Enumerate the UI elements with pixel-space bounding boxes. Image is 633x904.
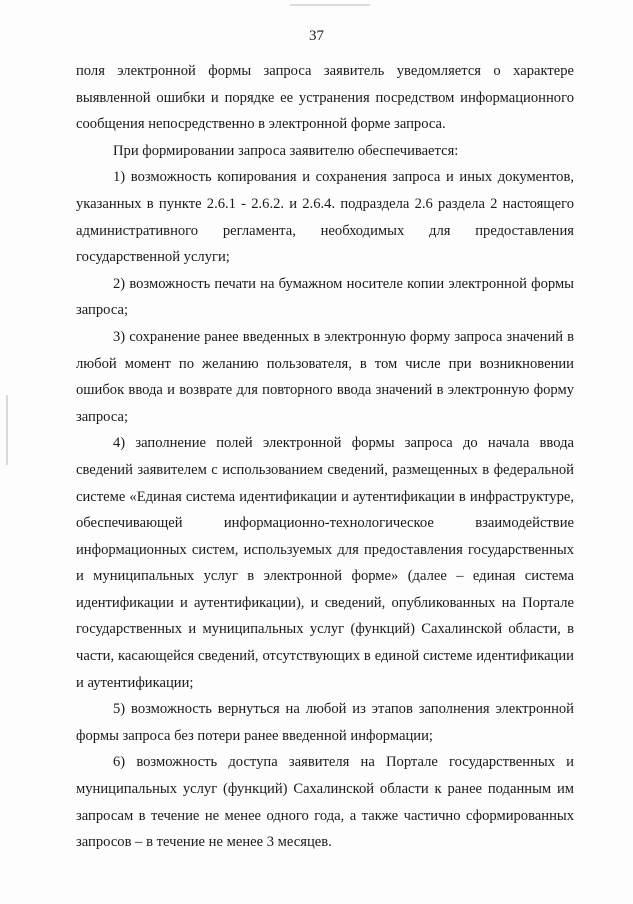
list-item-paragraph: 6) возможность доступа заявителя на Портале государственных и муниципальных услуг (функций) Сахалинской области к ранее поданным им запросам в течение не менее одного года, а также частично сформированных запросов – в течение не менее 3 месяцев. [76, 754, 574, 851]
list-item-paragraph: 2) возможность печати на бумажном носителе копии электронной формы запроса; [76, 275, 574, 319]
body-text [76, 58, 574, 856]
paragraph: поля электронной формы запроса заявитель уведомляется о характере выявленной ошибки и порядке ее устранения посредством информационного сообщения непосредственно в электронной форме запроса. [76, 63, 574, 133]
list-item-paragraph: 3) сохранение ранее введенных в электронную форму запроса значений в любой момент по желанию пользователя, в том числе при возникновении ошибок ввода и возврате для повторного ввода значений в электронную форму запроса; [76, 328, 574, 425]
list-item-paragraph: 5) возможность вернуться на любой из этапов заполнения электронной формы запроса без потери ранее введенной информации; [76, 701, 574, 744]
page-number: 37 [309, 28, 324, 44]
scan-artifact-left [6, 395, 8, 465]
scan-artifact-top [290, 4, 370, 6]
paragraph: При формировании запроса заявителю обеспечивается: [113, 142, 459, 159]
list-item-paragraph: 4) заполнение полей электронной формы запроса до начала ввода сведений заявителем с использованием сведений, размещенных в федеральной системе «Единая система идентификации и аутентификации в инфраструктуре, обеспечивающей информационно-технологическое взаимодействие информационных систем, используемых для предоставления государственных и муниципальных услуг в электронной форме» (далее – единая система идентификации и аутентификации), и сведений, опубликованных на Портале государственных и муниципальных услуг (функций) Сахалинской области, в части, касающейся сведений, отсутствующих в единой системе идентификации и аутентификации; [76, 435, 574, 691]
list-item-paragraph: 1) возможность копирования и сохранения запроса и иных документов, указанных в пункте 2.6.1 - 2.6.2. и 2.6.4. подраздела 2.6 раздела 2 настоящего административного регламента, необходимых для предоставления государственной услуги; [76, 169, 574, 266]
